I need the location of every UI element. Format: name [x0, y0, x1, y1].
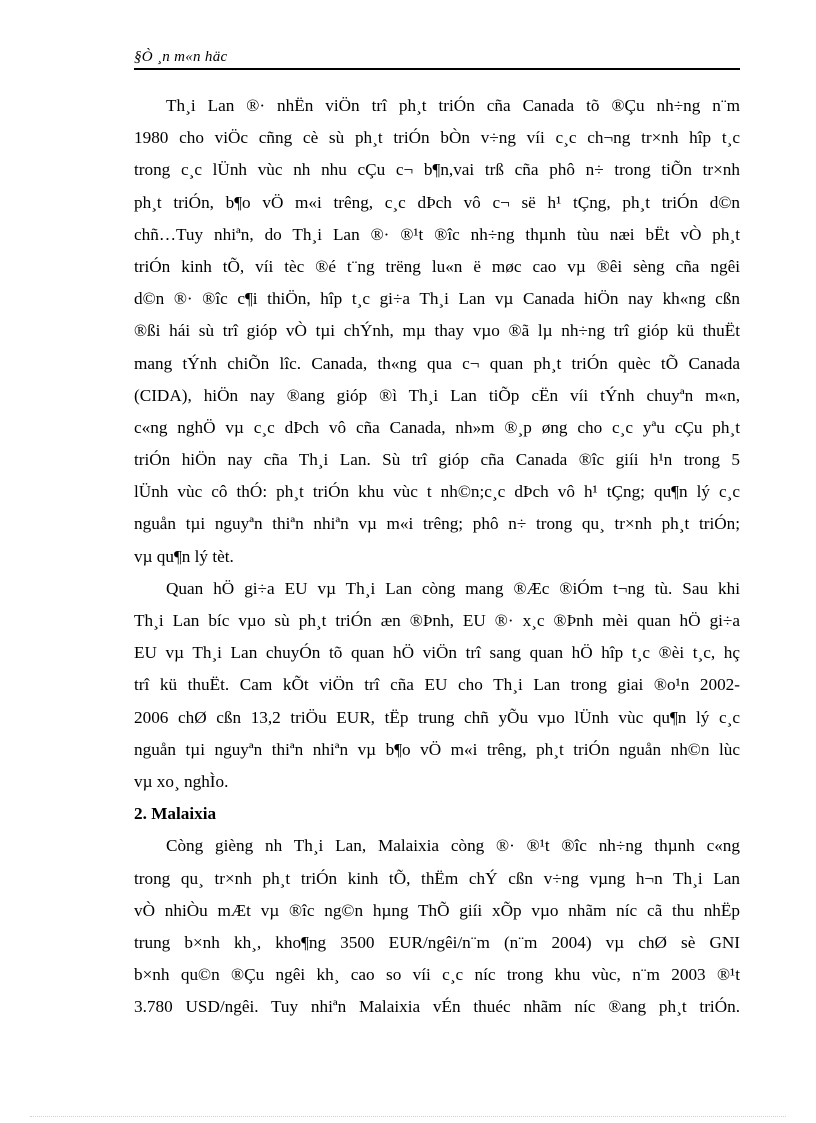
text-line: nguån tµi nguyªn thiªn nhiªn vµ b¶o vÖ m«i trêng, ph¸t triÓn nguån nh©n lùc: [134, 739, 740, 759]
text-line: 1980 cho viÖc cñng cè sù ph¸t triÓn bÒn v÷ng víi c¸c ch¬ng tr×nh hîp t¸c: [134, 128, 740, 148]
text-line: trung b×nh kh¸, kho¶ng 3500 EUR/ngêi/n¨m (n¨m 2004) vµ chØ sè GNI: [134, 932, 740, 952]
paragraph-eu: [134, 573, 740, 798]
text-line: Còng gièng nh Th¸i Lan, Malaixia còng ®· ®¹t ®îc nh÷ng thµnh c«ng: [166, 836, 740, 856]
text-line: 3.780 USD/ngêi. Tuy nhiªn Malaixia vÉn thuéc nhãm níc ®ang ph¸t triÓn.: [134, 997, 740, 1017]
text-line: mang tÝnh chiÕn lîc. Canada, th«ng qua c¬ quan ph¸t triÓn quèc tÕ Canada: [134, 353, 740, 373]
text-line: EU vµ Th¸i Lan chuyÓn tõ quan hÖ viÖn trî sang quan hÖ hîp t¸c ®èi t¸c, hç: [134, 643, 740, 663]
text-line: trong c¸c lÜnh vùc nh nhu cÇu c¬ b¶n,vai trß cña phô n÷ trong tiÕn tr×nh: [134, 160, 740, 180]
text-line: triÓn hiÖn nay cña Th¸i Lan. Sù trî gióp cña Canada ®îc giíi h¹n trong 5: [134, 450, 740, 470]
page-bottom-edge: [30, 1116, 786, 1117]
text-line: chñ…Tuy nhiªn, do Th¸i Lan ®· ®¹t ®îc nh÷ng thµnh tùu næi bËt vÒ ph¸t: [134, 224, 740, 244]
text-line: nguån tµi nguyªn thiªn nhiªn vµ m«i trêng; phô n÷ trong qu¸ tr×nh ph¸t triÓn;: [134, 514, 740, 534]
text-line: 2006 chØ cßn 13,2 triÖu EUR, tËp trung chñ yÕu vµo lÜnh vùc qu¶n lý c¸c: [134, 707, 740, 727]
section-heading: 2. Malaixia: [134, 804, 217, 824]
paragraph-malaixia: [134, 830, 740, 1023]
header-title: §Ò ¸n m«n häc: [134, 49, 228, 65]
paragraph-canada: [134, 90, 740, 573]
text-line: (CIDA), hiÖn nay ®ang gióp ®ì Th¸i Lan tiÕp cËn víi tÝnh chuyªn m«n,: [134, 385, 740, 405]
text-line: ph¸t triÓn, b¶o vÖ m«i trêng, c¸c dÞch vô c¬ së h¹ tÇng, ph¸t triÓn d©n: [134, 192, 740, 212]
text-line: lÜnh vùc cô thÓ: ph¸t triÓn khu vùc t nh©n;c¸c dÞch vô h¹ tÇng; qu¶n lý c¸c: [134, 482, 740, 502]
document-body: [134, 90, 740, 1023]
text-line: d©n ®· ®îc c¶i thiÖn, hîp t¸c gi÷a Th¸i Lan vµ Canada hiÖn nay kh«ng cßn: [134, 289, 740, 309]
text-line: Th¸i Lan ®· nhËn viÖn trî ph¸t triÓn cña Canada tõ ®Çu nh÷ng n¨m: [166, 96, 740, 115]
text-line: triÓn kinh tÕ, víi tèc ®é t¨ng trëng lu«n ë møc cao vµ ®êi sèng cña ngêi: [134, 256, 740, 276]
header-rule: [134, 68, 740, 70]
text-line: b×nh qu©n ®Çu ngêi kh¸ cao so víi c¸c níc trong khu vùc, n¨m 2003 ®¹t: [134, 965, 740, 985]
text-line: vµ qu¶n lý tèt.: [134, 546, 234, 566]
text-line: Quan hÖ gi÷a EU vµ Th¸i Lan còng mang ®Æc ®iÓm t¬ng tù. Sau khi: [166, 578, 740, 598]
text-line: trong qu¸ tr×nh ph¸t triÓn kinh tÕ, thËm chÝ cßn v÷ng vµng h¬n Th¸i Lan: [134, 868, 740, 888]
text-line: vµ xo¸ nghÌo.: [134, 771, 229, 791]
text-line: ®ßi hái sù trî gióp vÒ tµi chÝnh, mµ thay vµo ®ã lµ nh÷ng trî gióp kü thuËt: [134, 321, 740, 341]
text-line: vÒ nhiÒu mÆt vµ ®îc ng©n hµng ThÕ giíi xÕp vµo nhãm níc cã thu nhËp: [134, 900, 740, 920]
text-line: trî kü thuËt. Cam kÕt viÖn trî cña EU cho Th¸i Lan trong giai ®o¹n 2002-: [134, 675, 740, 695]
page-header: [134, 47, 740, 69]
text-line: Th¸i Lan bíc vµo sù ph¸t triÓn æn ®Þnh, EU ®· x¸c ®Þnh mèi quan hÖ gi÷a: [134, 611, 740, 630]
text-line: c«ng nghÖ vµ c¸c dÞch vô cña Canada, nh»m ®¸p øng cho c¸c yªu cÇu ph¸t: [134, 417, 740, 437]
